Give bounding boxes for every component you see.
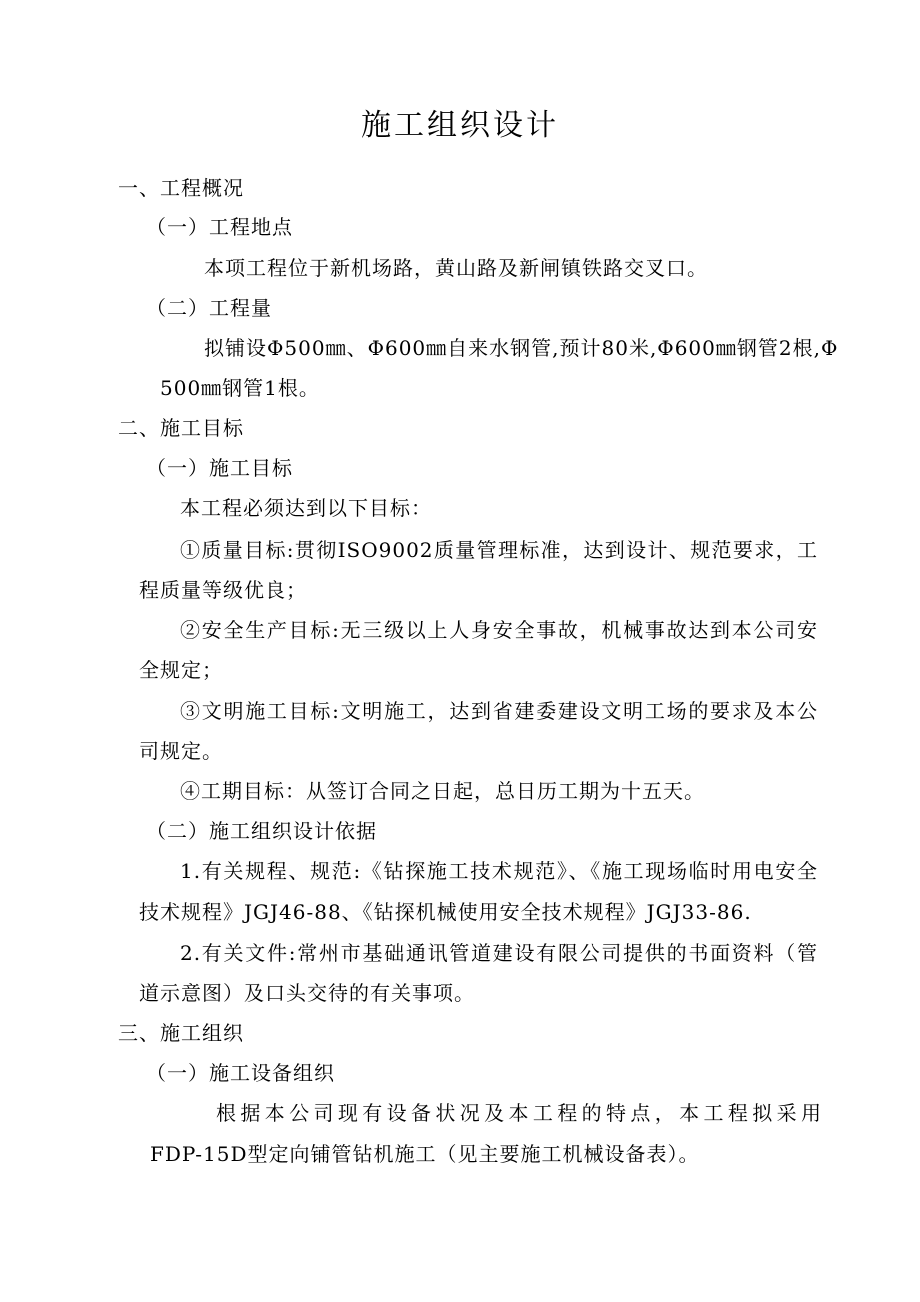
paragraph-quantity-line2: 500㎜钢管1根。 (160, 376, 320, 400)
goal-civilized-line1: ③文明施工目标:文明施工，达到省建委建设文明工场的要求及本公 (180, 699, 818, 723)
basis-item-2-line1: 2.有关文件:常州市基础通讯管道建设有限公司提供的书面资料（管 (180, 941, 818, 965)
basis-item-1-line2: 技术规程》JGJ46-88、《钻探机械使用安全技术规程》JGJ33-86. (139, 900, 752, 924)
goal-quality-line1: ①质量目标:贯彻ISO9002质量管理标准，达到设计、规范要求，工 (180, 538, 818, 562)
equipment-text-line2: FDP-15D型定向铺管钻机施工（见主要施工机械设备表）。 (150, 1142, 700, 1166)
subsection-heading-2-1: （一）施工目标 (146, 456, 293, 480)
goal-schedule: ④工期目标：从签订合同之日起，总日历工期为十五天。 (180, 779, 705, 803)
section-heading-2: 二、施工目标 (118, 416, 244, 440)
basis-item-1-line1: 1.有关规程、规范:《钻探施工技术规范》、《施工现场临时用电安全 (180, 859, 818, 883)
subsection-heading-1-2: （二）工程量 (146, 296, 272, 320)
subsection-heading-1-1: （一）工程地点 (146, 215, 293, 239)
paragraph-quantity-line1: 拟铺设Φ500㎜、Φ600㎜自来水钢管,预计80米,Φ600㎜钢管2根,Φ (204, 336, 839, 360)
equipment-text-line1: 根据本公司现有设备状况及本工程的特点，本工程拟采用 (216, 1101, 822, 1125)
goal-safety-line2: 全规定； (139, 658, 223, 682)
goal-safety-line1: ②安全生产目标:无三级以上人身安全事故，机械事故达到本公司安 (180, 618, 818, 642)
goal-quality-line2: 程质量等级优良； (139, 578, 307, 602)
paragraph-location: 本项工程位于新机场路，黄山路及新闸镇铁路交叉口。 (204, 256, 708, 280)
subsection-heading-2-2: （二）施工组织设计依据 (146, 819, 377, 843)
goals-intro: 本工程必须达到以下目标： (180, 496, 432, 520)
page-title: 施工组织设计 (361, 108, 559, 143)
section-heading-1: 一、工程概况 (118, 176, 244, 200)
goal-civilized-line2: 司规定。 (139, 739, 223, 763)
basis-item-2-line2: 道示意图）及口头交待的有关事项。 (139, 981, 475, 1005)
subsection-heading-3-1: （一）施工设备组织 (146, 1061, 335, 1085)
section-heading-3: 三、施工组织 (118, 1021, 244, 1045)
